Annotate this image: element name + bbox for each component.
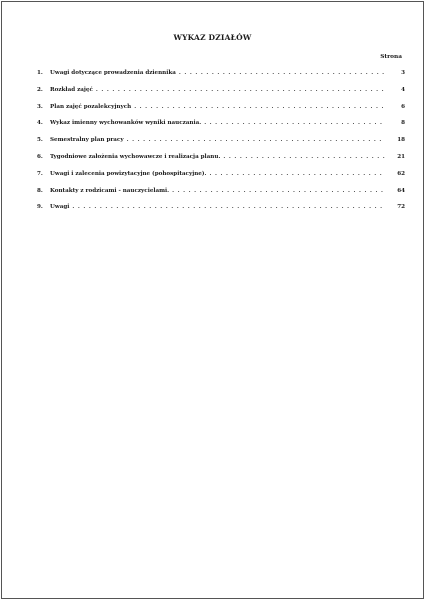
toc-entry-page: 72 <box>397 204 405 211</box>
toc-entry-number: 3. <box>37 103 43 110</box>
toc-entry-page: 62 <box>397 170 405 177</box>
dot-leader <box>179 70 385 76</box>
toc-entry-label: Uwagi dotyczące prowadzenia dziennika <box>50 70 176 76</box>
toc-entry <box>37 104 405 121</box>
toc-entry-label: Rozkład zajęć <box>50 86 93 93</box>
toc-entry-number: 6. <box>37 153 43 160</box>
toc-entry-label: Semestralny plan pracy <box>50 137 124 144</box>
toc-entry-label: Uwagi i zalecenia powizytacyjne (pohospitacyjne). <box>50 170 207 177</box>
toc-entry-label: Tygodniowe założenia wychowawcze i realizacja planu. <box>50 153 221 160</box>
toc-entry-label: Uwagi <box>50 204 70 211</box>
toc-entry-number: 7. <box>37 170 43 177</box>
toc-entry-number: 5. <box>37 137 43 144</box>
toc-entry-page: 6 <box>401 103 405 110</box>
toc-entry-label: Wykaz imienny wychowanków wyniki nauczania. <box>50 120 202 127</box>
toc-entry-number: 4. <box>37 120 43 127</box>
page-title: WYKAZ DZIAŁÓW <box>173 33 252 42</box>
toc-entry-number: 2. <box>37 86 43 93</box>
toc-entry-label: Kontakty z rodzicami - nauczycielami. <box>50 187 170 194</box>
dot-leader <box>127 137 385 143</box>
toc-entry <box>37 70 405 87</box>
toc-entry-number: 9. <box>37 204 43 211</box>
dot-leader <box>172 188 385 194</box>
toc-entry <box>37 171 405 188</box>
toc-entry <box>37 120 405 137</box>
dot-leader <box>72 204 385 210</box>
dot-leader <box>209 171 385 177</box>
toc-entry <box>37 204 405 221</box>
toc-entry-label: Plan zajęć pozalekcyjnych <box>50 103 132 110</box>
toc-entry-page: 8 <box>401 120 405 127</box>
toc-entry <box>37 87 405 104</box>
toc-entry-page: 21 <box>397 153 405 160</box>
table-of-contents <box>37 70 405 221</box>
toc-entry-number: 8. <box>37 187 43 194</box>
toc-entry <box>37 137 405 154</box>
toc-entry-number: 1. <box>37 70 43 76</box>
dot-leader <box>134 104 385 110</box>
document-page <box>1 1 424 599</box>
toc-entry-page: 3 <box>401 70 405 76</box>
dot-leader <box>204 120 385 126</box>
dot-leader <box>223 154 385 160</box>
page-column-header: Strona <box>380 54 402 60</box>
toc-entry-page: 4 <box>401 86 405 93</box>
toc-entry-page: 18 <box>397 137 405 144</box>
toc-entry <box>37 154 405 171</box>
toc-entry <box>37 188 405 205</box>
toc-entry-page: 64 <box>397 187 405 194</box>
dot-leader <box>96 87 385 93</box>
